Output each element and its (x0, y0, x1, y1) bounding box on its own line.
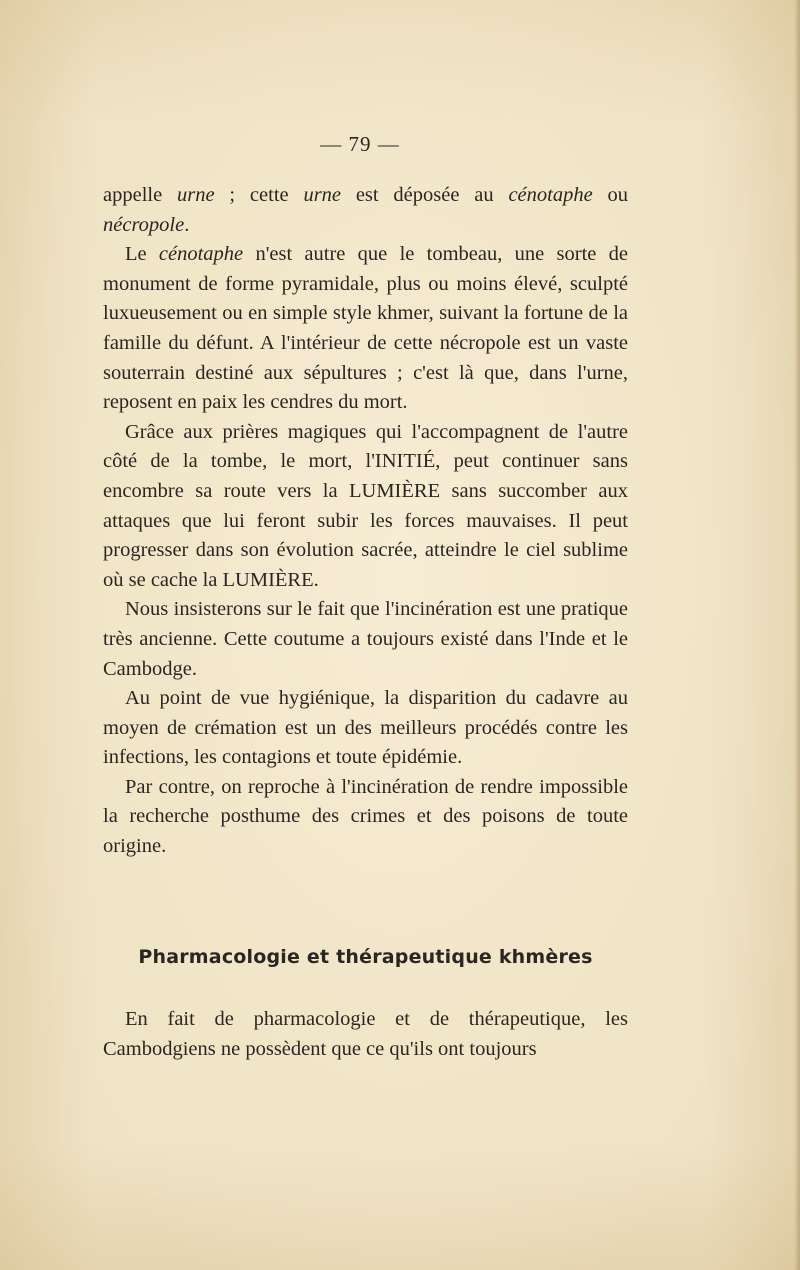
paragraph-2 (103, 240, 628, 418)
italic-term: cénotaphe (158, 243, 244, 266)
paragraph-7: En fait de pharmacologie et de thérapeutique, les Cambodgiens ne possèdent que ce qu'ils ont toujours (103, 1008, 628, 1060)
text-run: est déposée au (341, 184, 509, 206)
page-edge-shadow (794, 0, 800, 1270)
text-run: ; cette (214, 184, 304, 206)
italic-term: urne (303, 184, 342, 206)
text-run: Le (125, 243, 159, 266)
section-text (103, 1005, 628, 1064)
paragraph-5: Au point de vue hygiénique, la disparition du cadavre au moyen de crémation est un des meilleurs procédés contre les infections, les contagions et toute épidémie. (103, 687, 628, 769)
paragraph-6: Par contre, on reproche à l'incinération de rendre impossible la recherche posthume des crimes et des poisons de toute origine. (103, 775, 628, 858)
paragraph-1 (103, 181, 628, 240)
text-run: ou (592, 184, 629, 206)
italic-term: nécropole (103, 213, 185, 236)
text-run: . (184, 213, 190, 236)
section-heading: Pharmacologie et thérapeutique khmères (138, 946, 593, 968)
text-run: appelle (103, 184, 178, 206)
italic-term: cénotaphe (508, 184, 593, 206)
page-number: — 79 — (320, 132, 400, 156)
italic-term: urne (177, 184, 215, 206)
main-text (103, 181, 628, 862)
paragraph-3: Grâce aux prières magiques qui l'accompagnent de l'autre côté de la tombe, le mort, l'INITIÉ, peut continuer sans encombre sa route vers la LUMIÈRE sans succomber aux attaques que lui feront subir les forces mauvaises. Il peut progresser dans son évolution sacrée, atteindre le ciel sublime où se cache la LUMIÈRE. (103, 420, 628, 591)
text-run: n'est autre que le tombeau, une sorte de monument de forme pyramidale, plus ou moins élevé, sculpté luxueusement ou en simple style khmer, suivant la fortune de la famille du défunt. A l'intérieur de cette nécropole est un vaste souterrain destiné aux sépultures ; c'est là que, dans l'urne, reposent en paix les cendres du mort. (103, 243, 628, 414)
paragraph-4: Nous insisterons sur le fait que l'incinération est une pratique très ancienne. Cette coutume a toujours existé dans l'Inde et le Cambodge. (103, 598, 628, 680)
